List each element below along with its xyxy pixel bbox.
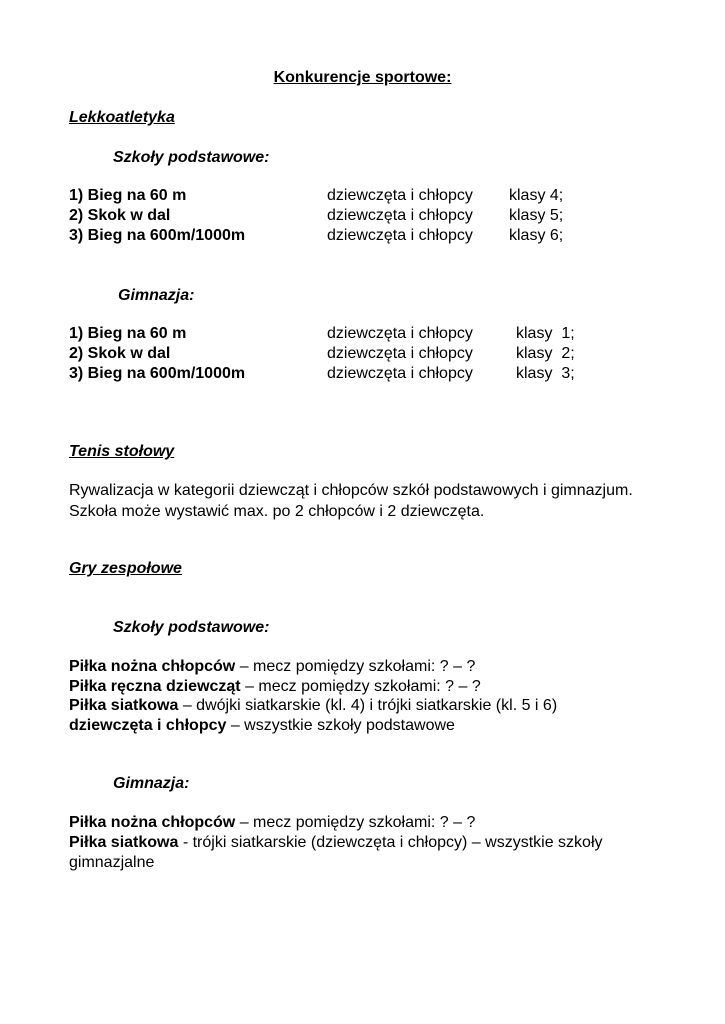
subheading-gymnasium: Gimnazja:: [118, 287, 195, 304]
classes: klasy 2;: [516, 345, 575, 362]
classes: klasy 5;: [509, 207, 564, 224]
event-name: 2) Skok w dal: [69, 345, 171, 362]
game-name: Piłka nożna chłopców: [69, 658, 236, 675]
participants: dziewczęta i chłopcy: [327, 227, 473, 244]
game-details: – wszystkie szkoły podstawowe: [226, 717, 455, 734]
event-name: 2) Skok w dal: [69, 207, 171, 224]
game-details: – mecz pomiędzy szkołami: ? – ?: [235, 658, 476, 675]
athletics-gymnasium-row: [0, 344, 725, 364]
section-heading-team-games: Gry zespołowe: [69, 560, 182, 577]
team-game-line: [69, 696, 557, 716]
game-name: Piłka siatkowa: [69, 834, 179, 851]
team-game-line: [69, 716, 455, 736]
section-heading-table-tennis: Tenis stołowy: [69, 443, 175, 460]
athletics-primary-row: [0, 206, 725, 226]
game-name: Piłka nożna chłopców: [69, 814, 236, 831]
table-tennis-description: Rywalizacja w kategorii dziewcząt i chłopców szkół podstawowych i gimnazjum. Szkoła może wystawić max. po 2 chłopców i 2 dziewczęta.: [69, 482, 633, 520]
event-name: 3) Bieg na 600m/1000m: [69, 365, 246, 382]
classes: klasy 6;: [509, 227, 564, 244]
participants: dziewczęta i chłopcy: [327, 325, 473, 342]
athletics-primary-row: [0, 226, 725, 246]
game-name: dziewczęta i chłopcy: [69, 717, 227, 734]
team-game-line: [69, 833, 649, 873]
participants: dziewczęta i chłopcy: [327, 187, 473, 204]
game-details: - trójki siatkarskie (dziewczęta i chłopcy) – wszystkie szkoły gimnazjalne: [69, 834, 603, 871]
classes: klasy 3;: [516, 365, 575, 382]
participants: dziewczęta i chłopcy: [327, 207, 473, 224]
subheading-primary-schools: Szkoły podstawowe:: [113, 149, 270, 166]
classes: klasy 1;: [516, 325, 575, 342]
page-title: Konkurencje sportowe:: [273, 69, 452, 86]
athletics-gymnasium-row: [0, 324, 725, 344]
participants: dziewczęta i chłopcy: [327, 365, 473, 382]
game-name: Piłka ręczna dziewcząt: [69, 678, 241, 695]
team-game-line: [69, 677, 481, 697]
event-name: 1) Bieg na 60 m: [69, 325, 187, 342]
participants: dziewczęta i chłopcy: [327, 345, 473, 362]
team-game-line: [69, 813, 475, 833]
team-game-line: [69, 657, 475, 677]
game-details: – mecz pomiędzy szkołami: ? – ?: [235, 814, 476, 831]
game-details: – dwójki siatkarskie (kl. 4) i trójki siatkarskie (kl. 5 i 6): [178, 697, 558, 714]
section-heading-athletics: Lekkoatletyka: [69, 109, 175, 126]
athletics-gymnasium-row: [0, 364, 725, 384]
classes: klasy 4;: [509, 187, 564, 204]
event-name: 3) Bieg na 600m/1000m: [69, 227, 246, 244]
subheading-primary-schools: Szkoły podstawowe:: [113, 619, 270, 636]
event-name: 1) Bieg na 60 m: [69, 187, 187, 204]
subheading-gymnasium: Gimnazja:: [113, 775, 190, 792]
game-name: Piłka siatkowa: [69, 697, 179, 714]
game-details: – mecz pomiędzy szkołami: ? – ?: [240, 678, 481, 695]
athletics-primary-row: [0, 186, 725, 206]
